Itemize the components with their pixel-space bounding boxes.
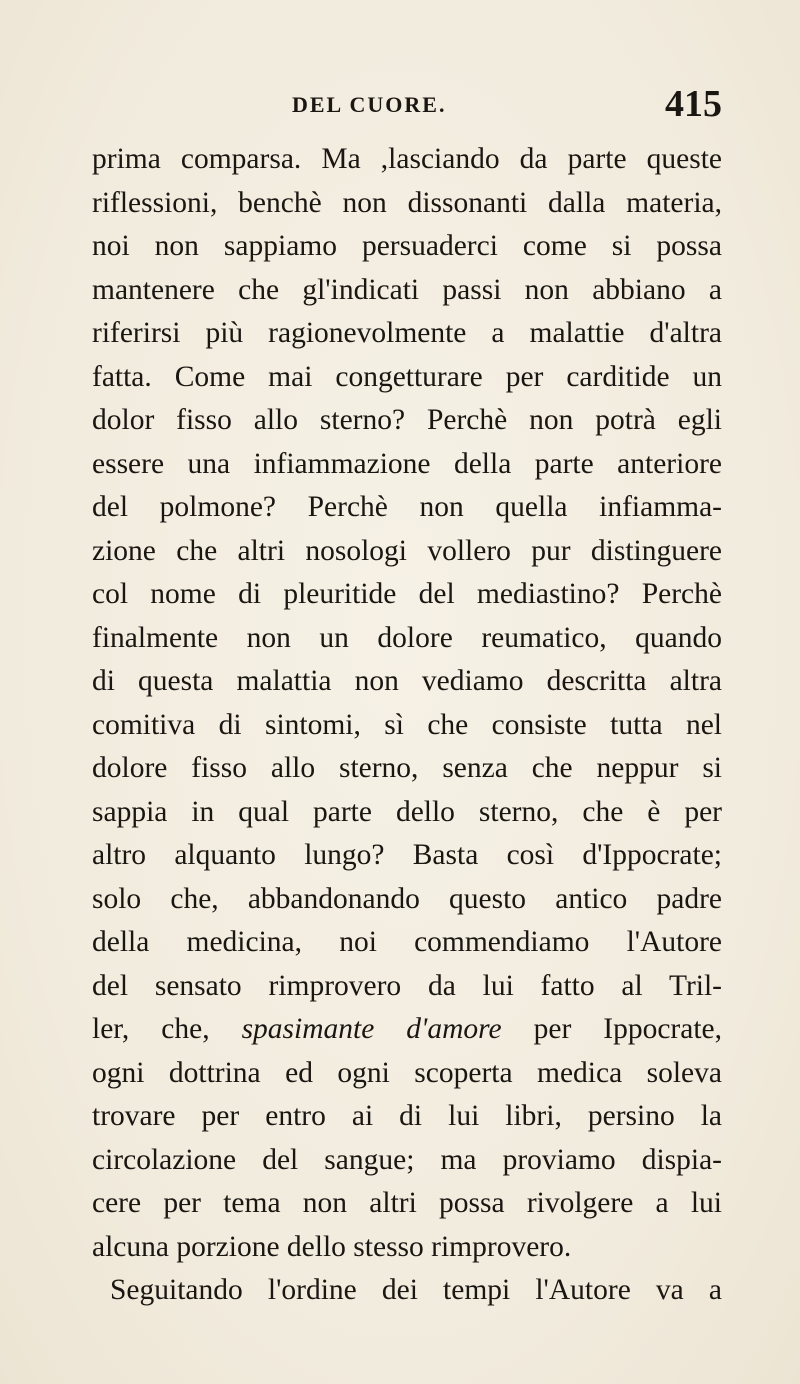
running-head (92, 84, 722, 128)
running-title: DEL CUORE. (292, 92, 447, 117)
text-line: comitiva di sintomi, sì che consiste tutta nel (92, 708, 722, 741)
text-line: solo che, abbandonando questo antico padre (92, 882, 722, 915)
text-line: zione che altri nosologi vollero pur distinguere (92, 534, 722, 567)
text-line: essere una infiammazione della parte anteriore (92, 447, 722, 480)
text-line-with-italic (92, 1008, 722, 1052)
line-segment: ler, che, (92, 1013, 242, 1045)
text-line: della medicina, noi commendiamo l'Autore (92, 926, 722, 958)
text-line: col nome di pleuritide del mediastino? Perchè (92, 578, 722, 610)
body-text (92, 138, 722, 1313)
text-line: ogni dottrina ed ogni scoperta medica soleva (92, 1056, 722, 1089)
text-line: trovare per entro ai di lui libri, persino la (92, 1100, 722, 1132)
text-line: mantenere che gl'indicati passi non abbiano a (92, 273, 722, 306)
text-line: dolore fisso allo sterno, senza che neppur si (92, 752, 722, 784)
text-line: finalmente non un dolore reumatico, quando (92, 621, 722, 654)
italic-phrase: spasimante d'amore (241, 1013, 502, 1045)
text-line: dolor fisso allo sterno? Perchè non potrà egli (92, 404, 722, 436)
text-line: alcuna porzione dello stesso rimprovero. (92, 1230, 572, 1263)
text-line: riflessioni, benchè non dissonanti dalla materia, (92, 186, 722, 219)
text-line: del sensato rimprovero da lui fatto al Tril- (92, 969, 722, 1002)
text-line: Seguitando l'ordine dei tempi l'Autore va a (110, 1274, 722, 1306)
page-number: 415 (665, 83, 722, 125)
text-line: noi non sappiamo persuaderci come si possa (92, 230, 722, 262)
text-line: sappia in qual parte dello sterno, che è per (92, 795, 722, 828)
text-line: altro alquanto lungo? Basta così d'Ippocrate; (92, 839, 722, 871)
text-line: cere per tema non altri possa rivolgere a lui (92, 1187, 722, 1219)
text-line: prima comparsa. Ma ,lasciando da parte queste (92, 143, 722, 175)
text-line: fatta. Come mai congetturare per carditide un (92, 360, 722, 393)
text-line: del polmone? Perchè non quella infiamma- (92, 491, 722, 523)
text-line: circolazione del sangue; ma proviamo dispia- (92, 1143, 722, 1176)
text-line: di questa malattia non vediamo descritta altra (92, 665, 722, 697)
text-line: riferirsi più ragionevolmente a malattie d'altra (92, 317, 722, 349)
line-segment: per Ippocrate, (501, 1013, 723, 1045)
